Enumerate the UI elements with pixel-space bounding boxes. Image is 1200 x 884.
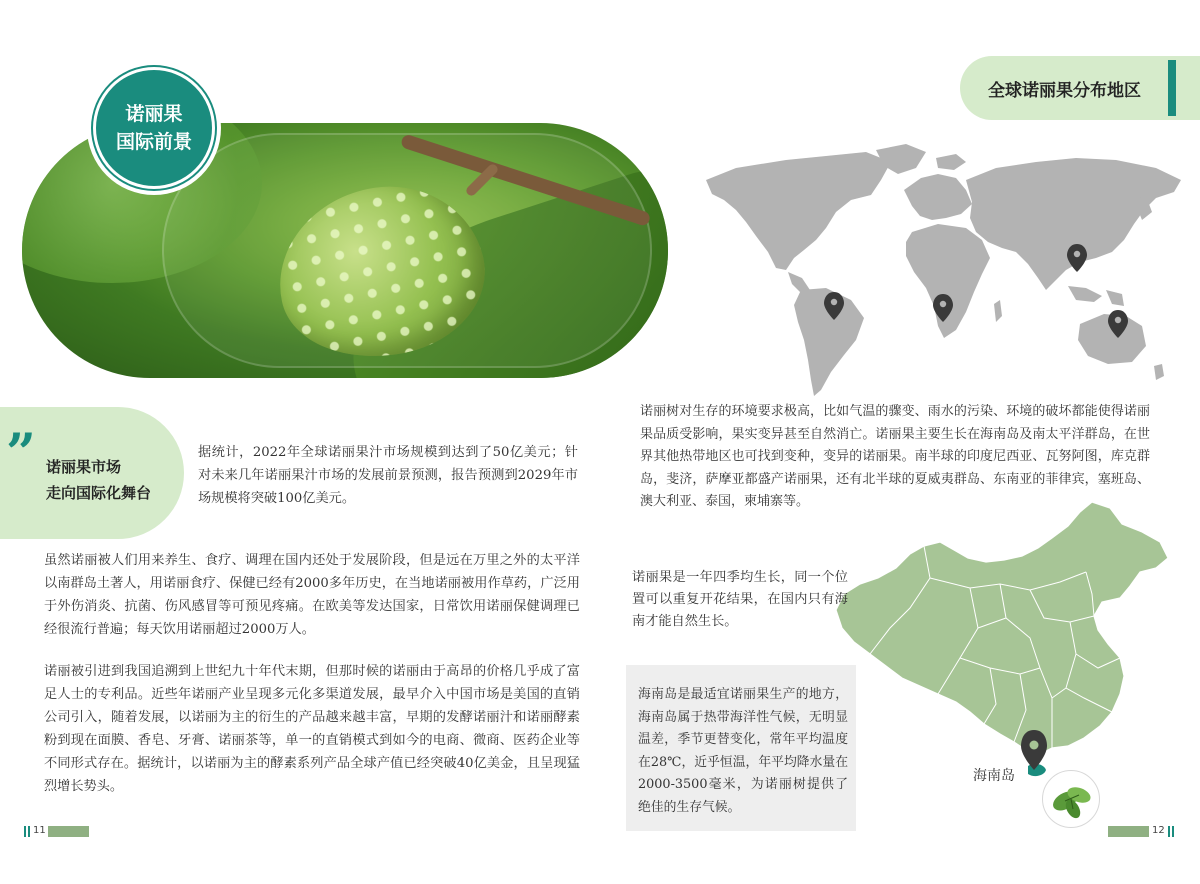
china-market-paragraph: 诺丽被引进到我国追溯到上世纪九十年代末期，但那时候的诺丽由于高昂的价格几乎成了富足人士的专利品。近些年诺丽产业呈现多元化多渠道发展，最早介入中国市场是美国的直销公司引入，随着发展，以诺丽为主的衍生的产品越来越丰富，早期的发酵诺丽汁和诺丽酵素粉到现在面膜、香皂、牙膏、诺丽茶等，单一的直销模式到如今的电商、微商、医药企业等不同形式存在。据统计，以诺丽为主的酵素系列产品全球产值已经突破40亿美金，且呈现猛烈增长势头。 bbox=[44, 664, 580, 794]
quote-heading-line2: 走向国际化舞台 bbox=[46, 484, 152, 502]
section-title-badge bbox=[87, 61, 221, 195]
hainan-pin-icon bbox=[1021, 730, 1047, 770]
market-intro-paragraph: 据统计，2022年全球诺丽果汁市场规模到达到了50亿美元；针对未来几年诺丽果汁市场的发展前景预测，报告预测到2029年市场规模将突破100亿美元。 bbox=[198, 445, 578, 506]
distribution-title: 全球诺丽果分布地区 bbox=[988, 81, 1141, 101]
title-accent-bar bbox=[1168, 60, 1176, 116]
page-number-right: 12 bbox=[1152, 825, 1165, 836]
noni-leaf-thumbnail bbox=[1042, 770, 1100, 828]
badge-line2: 国际前景 bbox=[115, 131, 192, 153]
footer-right-block bbox=[1108, 826, 1149, 837]
footer-right-bar bbox=[1172, 826, 1174, 837]
quote-heading-line1: 诺丽果市场 bbox=[46, 458, 122, 476]
pin-asia-icon bbox=[1067, 244, 1087, 272]
world-map bbox=[676, 140, 1186, 398]
footer-left-bar bbox=[24, 826, 26, 837]
hainan-map-label: 海南岛 bbox=[973, 768, 1015, 784]
environment-paragraph: 诺丽树对生存的环境要求极高，比如气温的骤变、雨水的污染、环境的破坏都能使得诺丽果品质受影响，果实变异甚至自然消亡。诺丽果主要生长在海南岛及南太平洋群岛，在世界其他热带地区也可找到变种，变异的诺丽果。南半球的印度尼西亚、瓦努阿图，库克群岛，斐济，萨摩亚都盛产诺丽果，还有北半球的夏威夷群岛、东南亚的菲律宾，塞班岛、澳大利亚、泰国，柬埔寨等。 bbox=[640, 404, 1150, 509]
badge-line1: 诺丽果 bbox=[125, 103, 183, 125]
growth-paragraph: 诺丽果是一年四季均生长，同一个位置可以重复开花结果，在国内只有海南才能自然生长。 bbox=[632, 570, 848, 629]
hainan-climate-paragraph: 海南岛是最适宜诺丽果生产的地方，海南岛属于热带海洋性气候，无明显温差，季节更替变化，常年平均温度在28℃，近乎恒温，年平均降水量在2000-3500毫米，为诺丽树提供了绝佳的生存气候。 bbox=[638, 687, 848, 815]
leaf-icon bbox=[1043, 771, 1101, 829]
footer-left-bar bbox=[28, 826, 30, 837]
history-paragraph: 虽然诺丽被人们用来养生、食疗、调理在国内还处于发展阶段，但是远在万里之外的太平洋以南群岛土著人，用诺丽食疗、保健已经有2000多年历史，在当地诺丽被用作草药，广泛用于外伤消炎、抗菌、伤风感冒等可预见疼痛。在欧美等发达国家，日常饮用诺丽保健调理已经很流行普遍；每天饮用诺丽超过2000万人。 bbox=[44, 553, 580, 637]
footer-left-block bbox=[48, 826, 89, 837]
quote-mark-icon: ” bbox=[6, 423, 36, 484]
page-number-left: 11 bbox=[33, 825, 46, 836]
china-map bbox=[830, 498, 1186, 808]
footer-right-bar bbox=[1168, 826, 1170, 837]
